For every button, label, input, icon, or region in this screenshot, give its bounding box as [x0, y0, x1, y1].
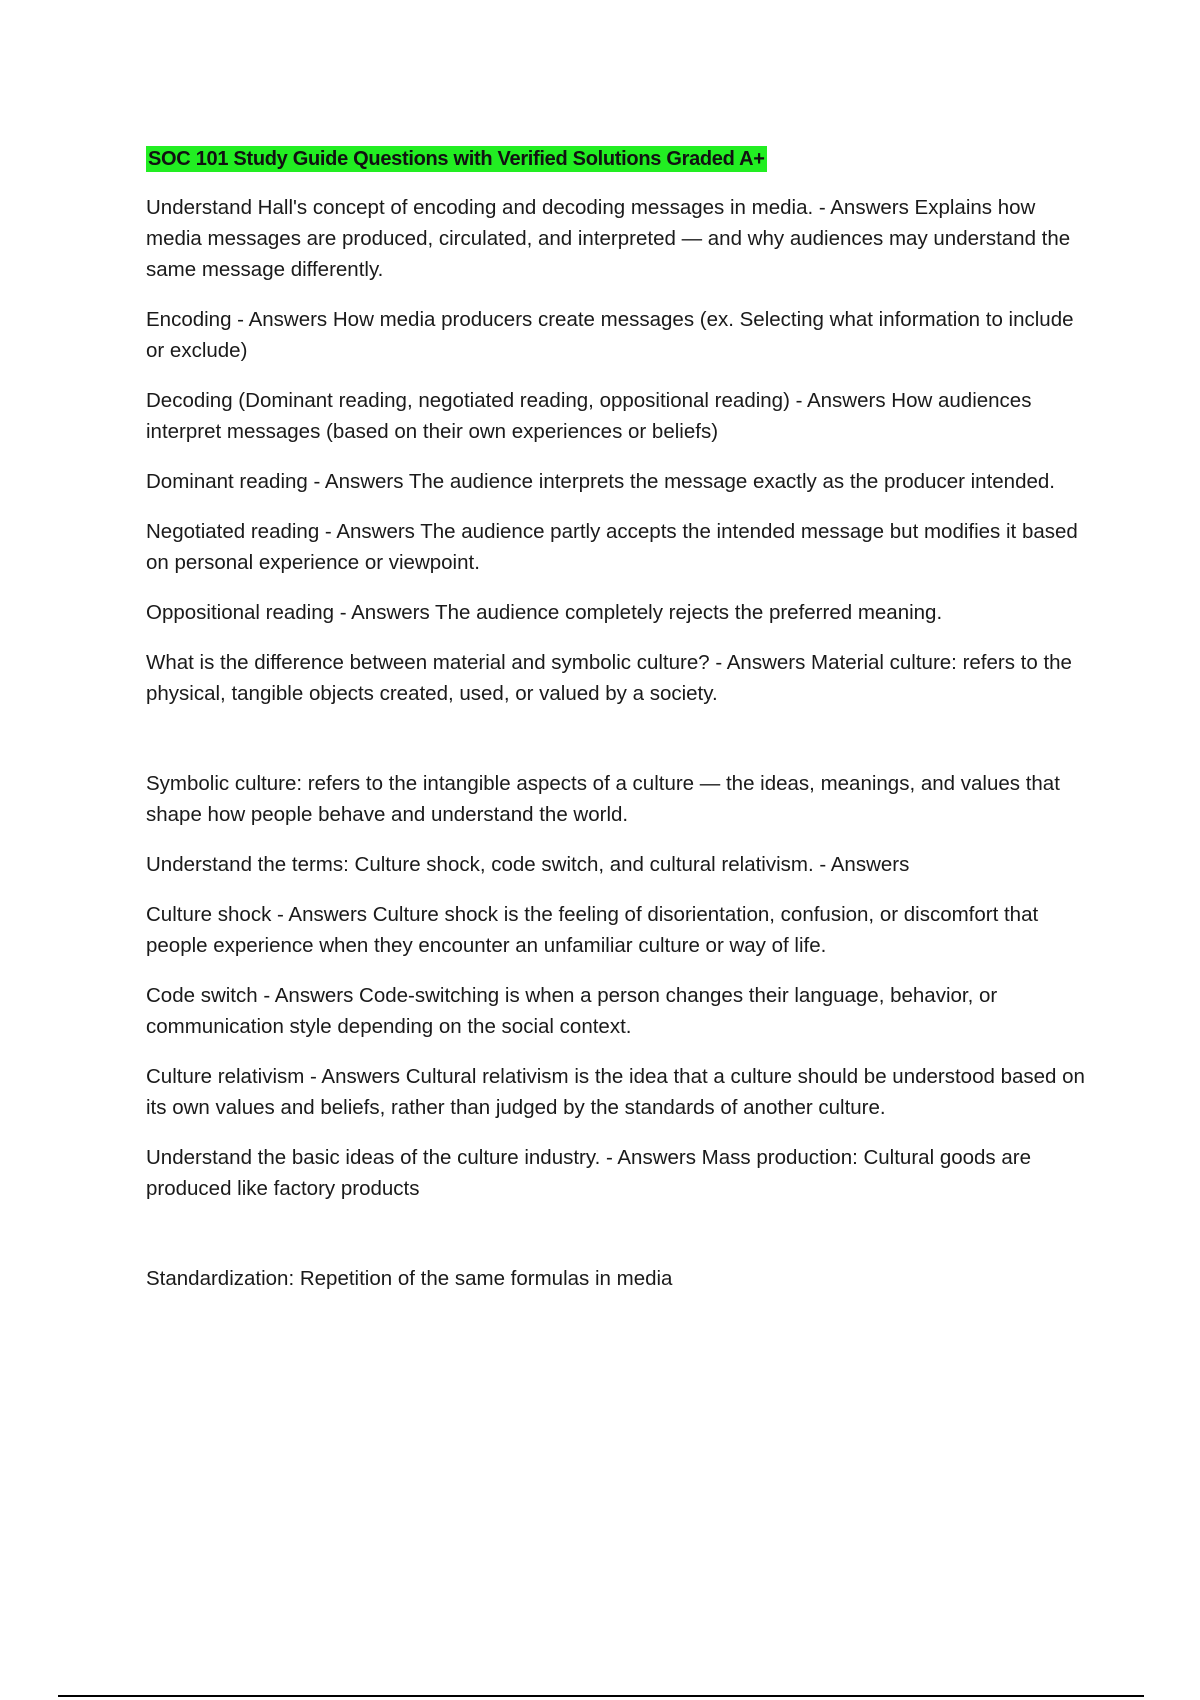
paragraph-standardization: Standardization: Repetition of the same formulas in media	[146, 1267, 673, 1290]
paragraph-symbolic-culture: Symbolic culture: refers to the intangible aspects of a culture — the ideas, meanings, and values that shape how people behave and understand the world.	[146, 772, 1060, 826]
paragraph-oppositional-reading: Oppositional reading - Answers The audience completely rejects the preferred meaning.	[146, 601, 943, 624]
paragraph-dominant-reading: Dominant reading - Answers The audience interprets the message exactly as the producer intended.	[146, 470, 1055, 493]
paragraph-hall-concept: Understand Hall's concept of encoding and decoding messages in media. - Answers Explains how media messages are produced, circulated, and interpreted — and why audiences may understand the same message differently.	[146, 196, 1071, 281]
paragraph-negotiated-reading: Negotiated reading - Answers The audience partly accepts the intended message but modifies it based on personal experience or viewpoint.	[146, 520, 1078, 574]
blank-gap	[146, 728, 1096, 768]
blank-gap-2	[146, 1223, 1096, 1263]
paragraph-cultural-relativism: Culture relativism - Answers Cultural relativism is the idea that a culture should be understood based on its own values and beliefs, rather than judged by the standards of another culture.	[146, 1065, 1085, 1119]
paragraph-material-culture: What is the difference between material and symbolic culture? - Answers Material culture: refers to the physical, tangible objects created, used, or valued by a society.	[146, 651, 1072, 705]
document-page	[146, 146, 1096, 1313]
paragraph-terms: Understand the terms: Culture shock, code switch, and cultural relativism. - Answers	[146, 853, 910, 876]
paragraph-culture-industry: Understand the basic ideas of the culture industry. - Answers Mass production: Cultural goods are produced like factory products	[146, 1146, 1031, 1200]
paragraph-encoding: Encoding - Answers How media producers create messages (ex. Selecting what information to include or exclude)	[146, 308, 1074, 362]
paragraph-decoding: Decoding (Dominant reading, negotiated reading, oppositional reading) - Answers How audiences interpret messages (based on their own experiences or beliefs)	[146, 389, 1032, 443]
paragraph-culture-shock: Culture shock - Answers Culture shock is the feeling of disorientation, confusion, or discomfort that people experience when they encounter an unfamiliar culture or way of life.	[146, 903, 1039, 957]
document-title: SOC 101 Study Guide Questions with Verified Solutions Graded A+	[148, 148, 765, 170]
paragraph-code-switch: Code switch - Answers Code-switching is when a person changes their language, behavior, or communication style depending on the social context.	[146, 984, 998, 1038]
footer-divider	[58, 1695, 1144, 1697]
